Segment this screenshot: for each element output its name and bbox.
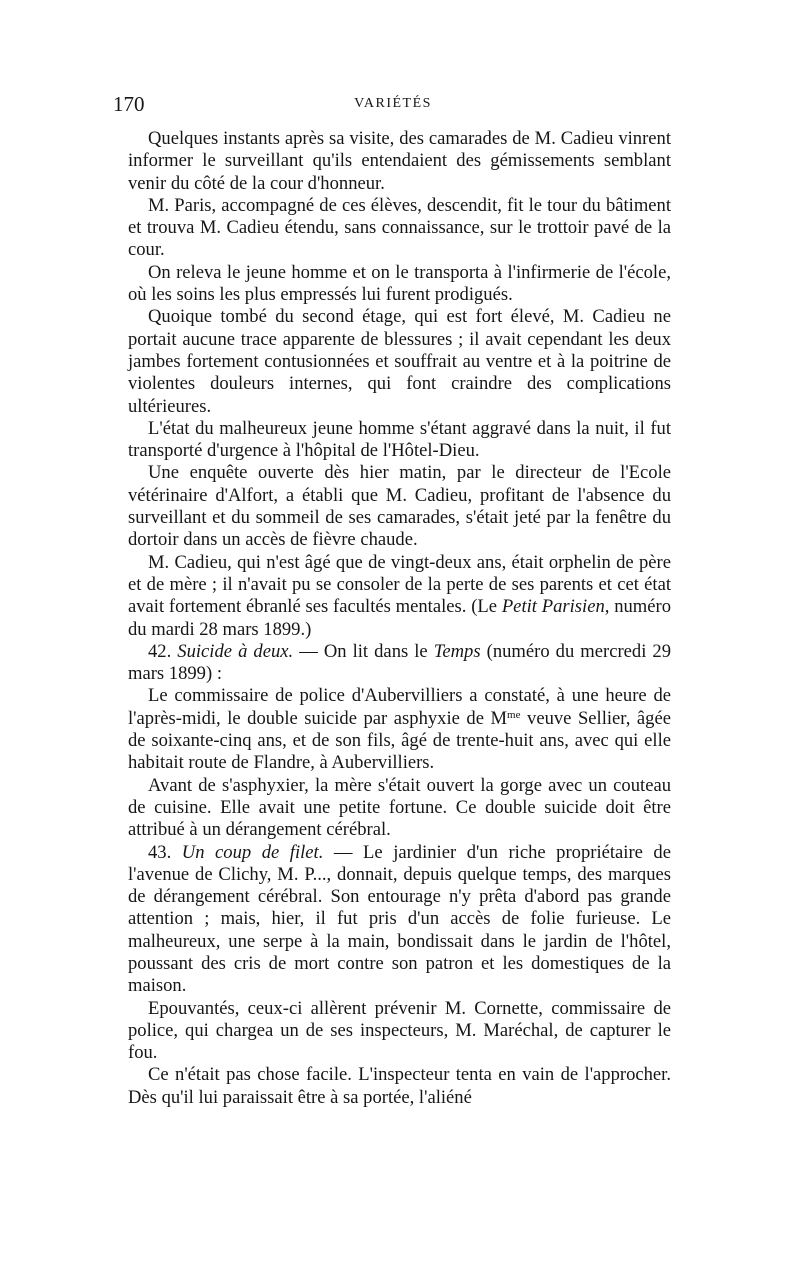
- citation-title: Petit Parisien: [501, 596, 605, 618]
- paragraph-text: M. Cadieu, qui n'est âgé que de vingt-deux ans, était orphelin de père et de mère ; il n'avait pu se consoler de la perte de ses parents et cet état avait fortement ébranlé ses facultés mentales.: [128, 551, 671, 618]
- superscript: me: [507, 708, 521, 721]
- body-text: [128, 128, 671, 1109]
- paragraph: Ce n'était pas chose facile. L'inspecteur tenta en vain de l'approcher. Dès qu'il lui paraissait être à sa portée, l'aliéné: [128, 1064, 671, 1108]
- running-head: VARIÉTÉS: [354, 96, 432, 111]
- paragraph-text: (numéro du mercredi 29 mars 1899) :: [128, 640, 672, 685]
- paragraph: On releva le jeune homme et on le transporta à l'infirmerie de l'école, où les soins les plus empressés lui furent prodigués.: [128, 261, 671, 306]
- paragraph: Epouvantés, ceux-ci allèrent prévenir M. Cornette, commissaire de police, qui chargea un de ses inspecteurs, M. Maréchal, de capturer le fou.: [128, 997, 671, 1064]
- page-number: 170: [113, 92, 145, 116]
- page-header: [113, 92, 673, 122]
- paragraph: [128, 552, 671, 641]
- paragraph: Quoique tombé du second étage, qui est fort élevé, M. Cadieu ne portait aucune trace apparente de blessures ; il avait cependant les deux jambes fortement contusionnées et souffrait au ventre et à la poitrine de violentes douleurs internes, qui font craindre des complications ultérieures.: [128, 306, 671, 417]
- paragraph: Quelques instants après sa visite, des camarades de M. Cadieu vinrent informer le surveillant qu'ils entendaient des gémissements semblant venir du côté de la cour d'honneur.: [128, 128, 671, 194]
- section-42: [128, 641, 671, 686]
- paragraph: Avant de s'asphyxier, la mère s'était ouvert la gorge avec un couteau de cuisine. Elle avait une petite fortune. Ce double suicide doit être attribué à un dérangement cérébral.: [128, 774, 671, 841]
- item-heading: Un coup de filet.: [181, 841, 324, 863]
- source-title: Temps: [433, 640, 481, 662]
- item-heading: Suicide à deux.: [177, 640, 294, 662]
- citation-open: (Le: [471, 596, 502, 618]
- paragraph: M. Paris, accompagné de ces élèves, descendit, fit le tour du bâtiment et trouva M. Cadieu étendu, sans connaissance, sur le trottoir pavé de la cour.: [128, 194, 671, 261]
- item-number: 43.: [148, 841, 182, 863]
- section-43: [128, 842, 671, 998]
- item-number: 42.: [148, 640, 178, 662]
- paragraph-text: Le commissaire de police d'Aubervilliers a constaté, à une heure de l'après-midi, le double suicide par asphyxie de M: [128, 685, 671, 729]
- paragraph-text: — Le jardinier d'un riche propriétaire de l'avenue de Clichy, M. P..., donnait, depuis quelque temps, des marques de dérangement cérébral. Son entourage n'y prêta d'abord pas grande attention ; mais, hier, il fut pris d'un accès de folie furieuse. Le malheureux, une serpe à la main, bondissait dans le jardin de l'hôtel, poussant des cris de mort contre son patron et les domestiques de la maison.: [128, 841, 671, 997]
- paragraph: [128, 685, 671, 774]
- paragraph: L'état du malheureux jeune homme s'étant aggravé dans la nuit, il fut transporté d'urgence à l'hôpital de l'Hôtel-Dieu.: [128, 417, 671, 462]
- paragraph-text: — On lit dans le: [293, 640, 434, 662]
- paragraph: Une enquête ouverte dès hier matin, par le directeur de l'Ecole vétérinaire d'Alfort, a établi que M. Cadieu, profitant de l'absence du surveillant et du sommeil de ses camarades, s'était jeté par la fenêtre du dortoir dans un accès de fièvre chaude.: [128, 462, 671, 551]
- citation-rest: , numéro du mardi 28 mars 1899.): [128, 596, 671, 640]
- paragraph-text: veuve Sellier, âgée de soixante-cinq ans, et de son fils, âgé de trente-huit ans, avec qui elle habitait route de Flandre, à Aubervilliers.: [128, 707, 671, 774]
